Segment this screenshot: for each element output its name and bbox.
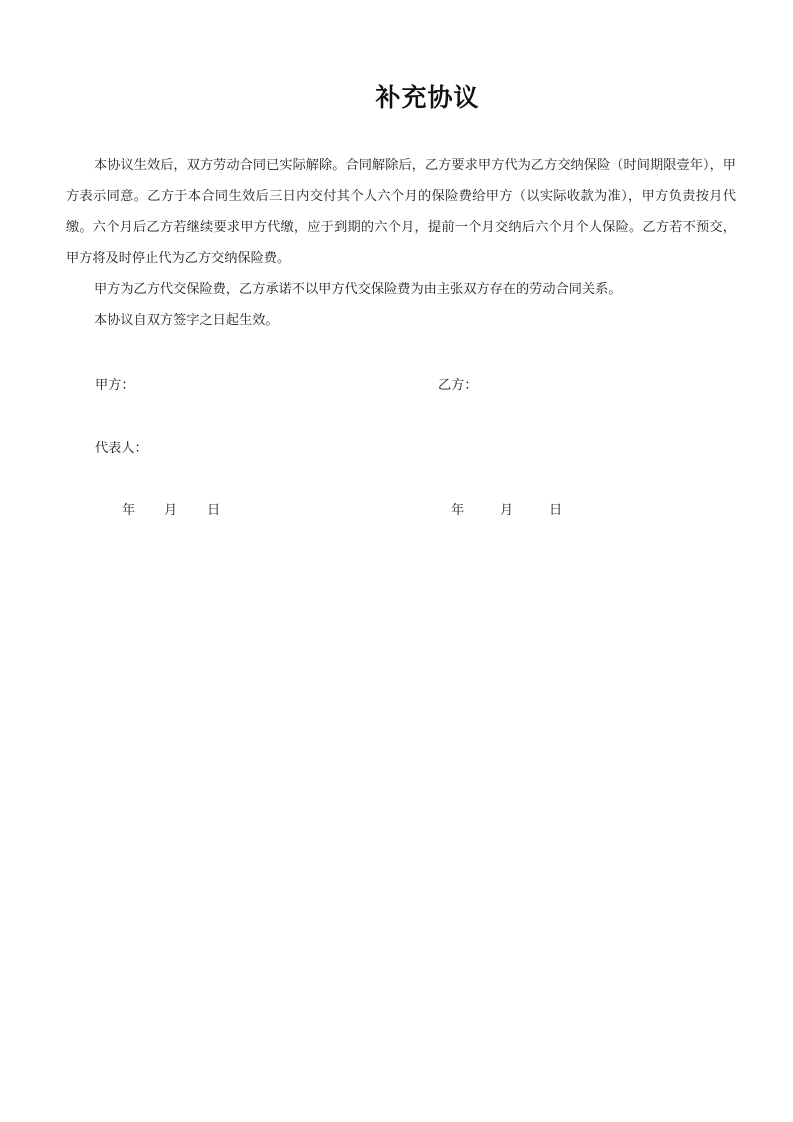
date-year-label: 年 <box>122 503 136 518</box>
party-a-label: 甲方： <box>95 378 135 393</box>
paragraph-commitment: 甲方为乙方代交保险费，乙方承诺不以甲方代交保险费为由主张双方存在的劳动合同关系。 <box>94 282 622 297</box>
representative-label: 代表人： <box>95 441 148 456</box>
date-month-label: 月 <box>164 503 178 518</box>
date-year-label: 年 <box>451 503 465 518</box>
document-body <box>66 150 736 336</box>
date-month-label: 月 <box>500 503 514 518</box>
date-day-label: 日 <box>207 503 221 518</box>
paragraph-insurance-terms: 本协议生效后，双方劳动合同已实际解除。合同解除后，乙方要求甲方代为乙方交纳保险（时间期限壹年），甲方表示同意。乙方于本合同生效后三日内交付其个人六个月的保险费给甲方（以实际收款为准），甲方负责按月代缴。六个月后乙方若继续要求甲方代缴，应于到期的六个月，提前一个月交纳后六个月个人保险。乙方若不预交，甲方将及时停止代为乙方交纳保险费。 <box>66 158 736 266</box>
party-b-label: 乙方： <box>438 378 478 393</box>
paragraph-effective: 本协议自双方签字之日起生效。 <box>94 313 279 328</box>
document-title: 补充协议 <box>375 83 480 112</box>
date-day-label: 日 <box>549 503 563 518</box>
